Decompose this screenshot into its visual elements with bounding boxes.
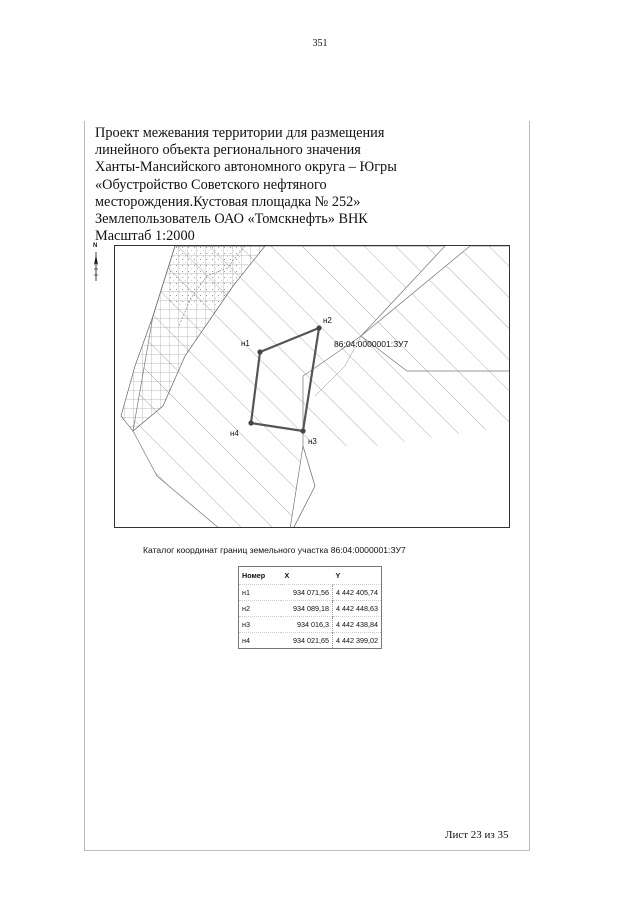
coordinates-table	[238, 566, 382, 649]
north-arrow	[93, 243, 101, 283]
vertex-marker	[300, 428, 305, 433]
table-row	[239, 585, 382, 601]
table-row	[239, 617, 382, 633]
x-cell: 934 021,65	[281, 633, 332, 649]
x-cell: 934 071,56	[281, 585, 332, 601]
vertex-label: н1	[241, 339, 250, 348]
north-arrow-icon	[93, 243, 101, 283]
vertex-marker	[257, 349, 262, 354]
parcel-number-label: 86:04:0000001:ЗУ7	[334, 339, 409, 349]
catalog-caption: Каталог координат границ земельного участка 86:04:0000001:ЗУ7	[143, 545, 406, 555]
y-cell: 4 442 399,02	[333, 633, 382, 649]
x-cell: 934 016,3	[281, 617, 332, 633]
title-line: линейного объекта регионального значения	[95, 142, 361, 159]
title-line: Проект межевания территории для размещения	[95, 125, 385, 141]
y-cell: 4 442 405,74	[333, 585, 382, 601]
x-cell: 934 089,18	[281, 601, 332, 617]
document-title	[95, 125, 515, 245]
title-line: «Обустройство Советского нефтяного	[95, 176, 327, 193]
table-row	[239, 601, 382, 617]
scale-line: Масштаб 1:2000	[95, 228, 195, 245]
point-name-cell: н4	[239, 633, 282, 649]
point-name-cell: н1	[239, 585, 282, 601]
column-header: Номер	[242, 570, 266, 580]
north-letter: N	[93, 243, 98, 249]
map-drawing	[115, 246, 510, 528]
title-line: Ханты-Мансийского автономного округа – Югры	[95, 159, 397, 176]
table-header-row	[239, 567, 382, 585]
vertex-marker	[316, 325, 321, 330]
y-cell: 4 442 448,63	[333, 601, 382, 617]
point-name-cell: н2	[239, 601, 282, 617]
vertex-label: н2	[323, 316, 332, 325]
vertex-label: н4	[230, 429, 239, 438]
sheet-counter: Лист 23 из 35	[445, 829, 509, 841]
column-header: Y	[335, 570, 341, 580]
title-line: Землепользователь ОАО «Томскнефть» ВНК	[95, 211, 368, 228]
column-header: X	[284, 570, 290, 580]
map-frame	[114, 245, 510, 528]
vertex-marker	[248, 420, 253, 425]
title-line: месторождения.Кустовая площадка № 252»	[95, 193, 361, 210]
page-number: 351	[312, 38, 328, 49]
point-name-cell: н3	[239, 617, 282, 633]
table-row	[239, 633, 382, 649]
y-cell: 4 442 438,84	[333, 617, 382, 633]
vertex-label: н3	[308, 437, 317, 446]
